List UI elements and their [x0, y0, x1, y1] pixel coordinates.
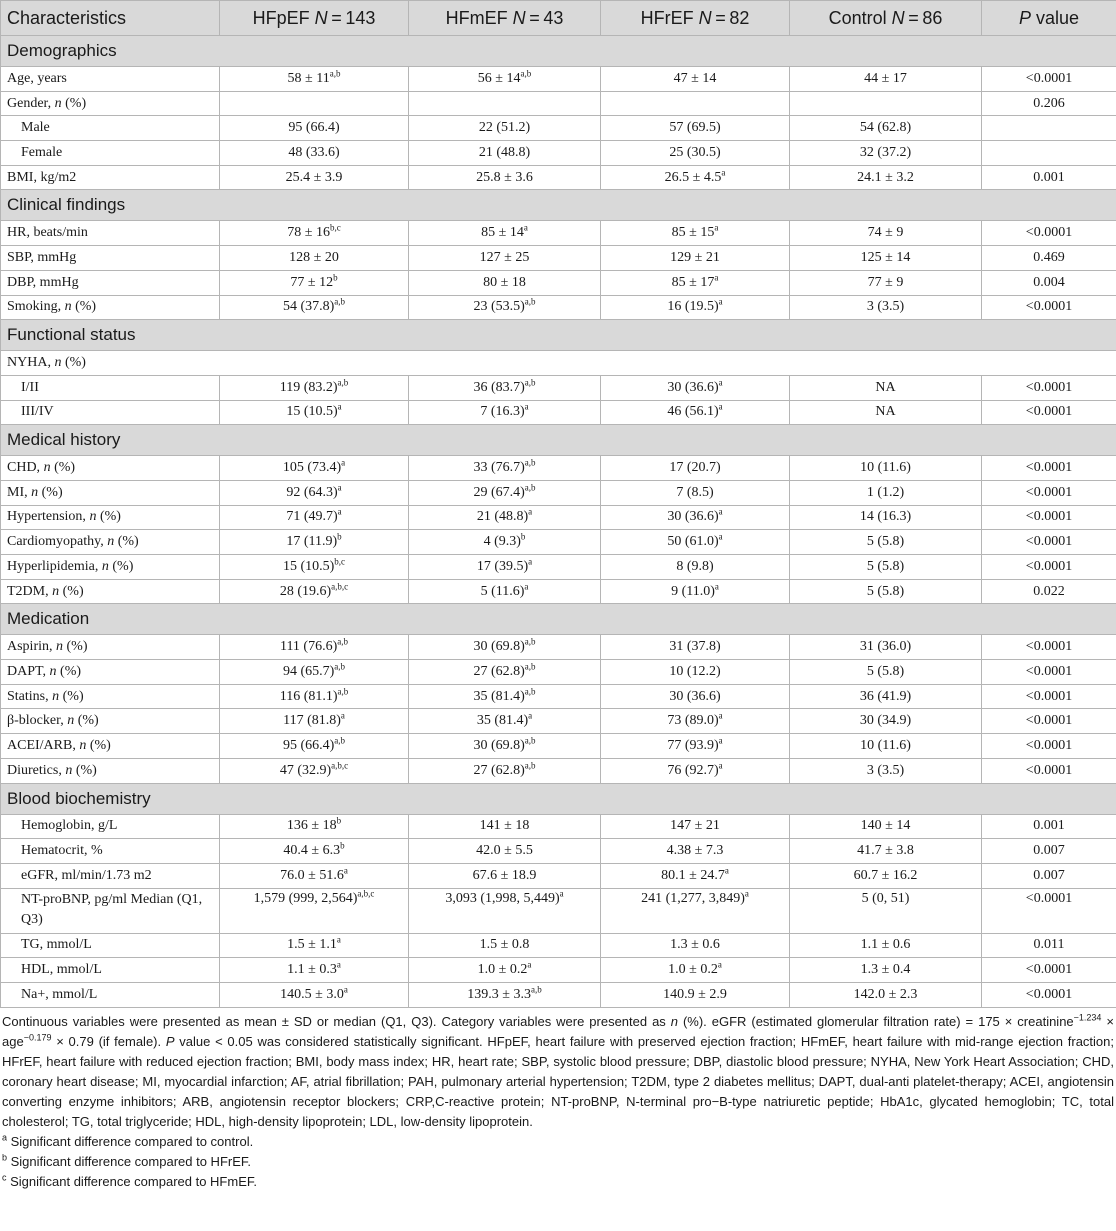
table-row [1, 888, 1116, 933]
table-row [1, 456, 1116, 481]
table-row [1, 660, 1116, 685]
row-label: ACEI/ARB, n (%) [1, 734, 220, 759]
cell-control: NA [790, 400, 982, 425]
cell-hfpef: 15 $(10.5)^{b,c}$ [220, 555, 409, 580]
table-row [1, 351, 1116, 376]
cell-hfmef: 25.8 ± 3.6 [409, 165, 601, 190]
row-label: β-blocker, n (%) [1, 709, 220, 734]
row-label: TG, mmol/L [1, 933, 220, 958]
table-row [1, 375, 1116, 400]
cell-hfpef: 140.5 ± 3.0$^a$ [220, 982, 409, 1007]
cell-control: 5 (5.8) [790, 530, 982, 555]
cell-hfmef: 7 $(16.3)^a$ [409, 400, 601, 425]
footnote-b: $^b$ Significant difference compared to HFrEF. [2, 1152, 252, 1169]
cell-p-value: 0.011 [982, 933, 1116, 958]
cell-p-value: 0.007 [982, 863, 1116, 888]
section-title: Functional status [1, 320, 1116, 351]
cell-hfmef: 30 $(69.8)^{a,b}$ [409, 635, 601, 660]
table-row [1, 480, 1116, 505]
cell-control: 5 (5.8) [790, 660, 982, 685]
cell-p-value: <0.0001 [982, 888, 1116, 933]
cell-p-value: <0.0001 [982, 958, 1116, 983]
cell-control: 36 (41.9) [790, 684, 982, 709]
cell-hfref: 57 (69.5) [601, 116, 790, 141]
table-row [1, 933, 1116, 958]
table-row [1, 982, 1116, 1007]
col-header-hfmef: HFmEF N = 43 [409, 1, 601, 36]
cell-control: 41.7 ± 3.8 [790, 839, 982, 864]
cell-control: 5 (0, 51) [790, 888, 982, 933]
row-label: T2DM, n (%) [1, 579, 220, 604]
cell-hfmef: 5 $(11.6)^a$ [409, 579, 601, 604]
cell-hfmef: $56 \pm 14^{a,b}$ [409, 67, 601, 92]
cell-control: 142.0 ± 2.3 [790, 982, 982, 1007]
cell-hfref: 147 ± 21 [601, 814, 790, 839]
row-label: III/IV [1, 400, 220, 425]
section-title: Demographics [1, 36, 1116, 67]
cell-hfpef: 95 (66.4) [220, 116, 409, 141]
cell-hfpef: 117 $(81.8)^a$ [220, 709, 409, 734]
section-title: Medication [1, 604, 1116, 635]
cell-hfmef: 30 $(69.8)^{a,b}$ [409, 734, 601, 759]
section-header-functional-status [1, 320, 1116, 351]
section-title: Blood biochemistry [1, 783, 1116, 814]
cell-control: NA [790, 375, 982, 400]
cell-p-value: <0.0001 [982, 67, 1116, 92]
table-row [1, 141, 1116, 166]
col-header-control: Control N = 86 [790, 1, 982, 36]
cell-hfpef: 76.0 ± 51.6$^a$ [220, 863, 409, 888]
cell-hfmef: 42.0 ± 5.5 [409, 839, 601, 864]
row-label: Age, years [1, 67, 220, 92]
cell-hfref: 140.9 ± 2.9 [601, 982, 790, 1007]
cell-hfref: 46 $(56.1)^a$ [601, 400, 790, 425]
col-header-characteristics: Characteristics [1, 1, 220, 36]
cell-hfmef: 127 ± 25 [409, 246, 601, 271]
table-row [1, 814, 1116, 839]
cell-hfref: 4.38 ± 7.3 [601, 839, 790, 864]
row-label: BMI, kg/m2 [1, 165, 220, 190]
section-title: Medical history [1, 425, 1116, 456]
cell-hfpef: 54 $(37.8)^{a,b}$ [220, 295, 409, 320]
row-label: Diuretics, n (%) [1, 758, 220, 783]
cell-hfpef: 47 $(32.9)^{a,b,c}$ [220, 758, 409, 783]
cell-control: 24.1 ± 3.2 [790, 165, 982, 190]
table-row [1, 709, 1116, 734]
table-row [1, 91, 1116, 116]
row-label: eGFR, ml/min/1.73 m2 [1, 863, 220, 888]
cell-p-value: <0.0001 [982, 635, 1116, 660]
cell-hfmef: $139.3 \pm 3.3^{a,b}$ [409, 982, 601, 1007]
cell-control: 3 (3.5) [790, 295, 982, 320]
cell-hfref [601, 91, 790, 116]
row-label: Smoking, n (%) [1, 295, 220, 320]
cell-hfref: 50 $(61.0)^a$ [601, 530, 790, 555]
row-label: Aspirin, n (%) [1, 635, 220, 660]
footnote-c: $^c$ Significant difference compared to HFmEF. [2, 1172, 257, 1189]
cell-hfref: 17 (20.7) [601, 456, 790, 481]
cell-p-value: 0.206 [982, 91, 1116, 116]
cell-hfpef: 111 $(76.6)^{a,b}$ [220, 635, 409, 660]
cell-p-value: <0.0001 [982, 221, 1116, 246]
row-label: SBP, mmHg [1, 246, 220, 271]
cell-hfmef: 33 $(76.7)^{a,b}$ [409, 456, 601, 481]
cell-p-value: 0.007 [982, 839, 1116, 864]
table-row [1, 295, 1116, 320]
section-header-blood-biochemistry [1, 783, 1116, 814]
col-header-hfpef: HFpEF N = 143 [220, 1, 409, 36]
cell-hfpef: 28 $(19.6)^{a,b,c}$ [220, 579, 409, 604]
cell-hfpef: 105 $(73.4)^a$ [220, 456, 409, 481]
header-row [1, 1, 1116, 36]
row-label: MI, n (%) [1, 480, 220, 505]
cell-hfmef [409, 91, 601, 116]
table-row [1, 270, 1116, 295]
cell-control: 1.3 ± 0.4 [790, 958, 982, 983]
cell-p-value: <0.0001 [982, 684, 1116, 709]
row-label: Hematocrit, % [1, 839, 220, 864]
cell-hfmef: 3,093 (1,998, 5,449)$^a$ [409, 888, 601, 933]
cell-hfref: 16 $(19.5)^a$ [601, 295, 790, 320]
cell-hfpef: 1.1 ± 0.3$^a$ [220, 958, 409, 983]
row-label: NT-proBNP, pg/ml Median (Q1, Q3) [1, 888, 220, 933]
cell-hfpef: $136 \pm 18^b$ [220, 814, 409, 839]
cell-hfmef: 35 $(81.4)^a$ [409, 709, 601, 734]
table-row [1, 221, 1116, 246]
cell-p-value: <0.0001 [982, 530, 1116, 555]
cell-hfmef: 35 $(81.4)^{a,b}$ [409, 684, 601, 709]
cell-p-value: <0.0001 [982, 709, 1116, 734]
row-label: NYHA, n (%) [1, 351, 1116, 376]
row-label: Na+, mmol/L [1, 982, 220, 1007]
table-row [1, 579, 1116, 604]
cell-hfmef: 1.0 ± 0.2$^a$ [409, 958, 601, 983]
cell-hfref: 1.3 ± 0.6 [601, 933, 790, 958]
table-row [1, 555, 1116, 580]
cell-hfmef: 23 $(53.5)^{a,b}$ [409, 295, 601, 320]
cell-control: 14 (16.3) [790, 505, 982, 530]
cell-p-value [982, 116, 1116, 141]
cell-control: 3 (3.5) [790, 758, 982, 783]
section-header-medication [1, 604, 1116, 635]
table-body [1, 1, 1116, 1008]
table-row [1, 505, 1116, 530]
cell-hfmef: 29 $(67.4)^{a,b}$ [409, 480, 601, 505]
row-label: Male [1, 116, 220, 141]
cell-hfref: 30 (36.6) [601, 684, 790, 709]
cell-hfpef: $58 \pm 11^{a,b}$ [220, 67, 409, 92]
cell-hfref: 25 (30.5) [601, 141, 790, 166]
cell-hfpef: 94 $(65.7)^{a,b}$ [220, 660, 409, 685]
row-label: CHD, n (%) [1, 456, 220, 481]
cell-hfmef: 22 (51.2) [409, 116, 601, 141]
cell-p-value: 0.469 [982, 246, 1116, 271]
cell-hfref: $85 \pm 15^a$ [601, 221, 790, 246]
cell-hfpef: 1.5 ± 1.1$^a$ [220, 933, 409, 958]
row-label: HR, beats/min [1, 221, 220, 246]
cell-p-value: <0.0001 [982, 555, 1116, 580]
cell-hfpef: 15 $(10.5)^a$ [220, 400, 409, 425]
notes-main: Continuous variables were presented as mean ± SD or median (Q1, Q3). Category variables were presented as n (%). eGFR (estimated glomerular filtration rate) = 175 × creatinine$^{-1.234}$ × age$^{-0.179}$ × 0.79 (if female). P value < 0.05 was considered statistically significant. HFpEF, heart failure with preserved ejection fraction; HFmEF, heart failure with mid-range ejection fraction; HFrEF, heart failure with reduced ejection fraction; BMI, body mass index; HR, heart rate; SBP, systolic blood pressure; DBP, diastolic blood pressure; NYHA, New York Heart Association; CHD, coronary heart disease; MI, myocardial infarction; AF, atrial fibrillation; PAH, pulmonary arterial hypertension; T2DM, type 2 diabetes mellitus; DAPT, dual-anti platelet-therapy; ACEI, angiotensin converting enzyme inhibitors; ARB, angiotensin receptor blockers; CRP,C-reactive protein; NT-proBNP, N-terminal pro−B-type natriuretic peptide; HbA1c, glycated hemoglobin; TC, total cholesterol; TG, total triglyceride; HDL, high-density lipoprotein; LDL, low-density lipoprotein. [2, 1012, 1114, 1129]
cell-hfref: 30 $(36.6)^a$ [601, 375, 790, 400]
table-row [1, 246, 1116, 271]
section-header-demographics [1, 36, 1116, 67]
cell-hfref: 7 (8.5) [601, 480, 790, 505]
cell-hfmef: 4 $(9.3)^b$ [409, 530, 601, 555]
cell-p-value: <0.0001 [982, 295, 1116, 320]
cell-hfref: 9 $(11.0)^a$ [601, 579, 790, 604]
col-header-p-value: P value [982, 1, 1116, 36]
cell-hfpef: 48 (33.6) [220, 141, 409, 166]
col-header-hfref: HFrEF N = 82 [601, 1, 790, 36]
cell-hfpef: 128 ± 20 [220, 246, 409, 271]
cell-hfmef: 141 ± 18 [409, 814, 601, 839]
row-label: Cardiomyopathy, n (%) [1, 530, 220, 555]
table-row [1, 67, 1116, 92]
table-row [1, 734, 1116, 759]
cell-hfpef: $78 \pm 16^{b,c}$ [220, 221, 409, 246]
cell-hfref: 73 $(89.0)^a$ [601, 709, 790, 734]
row-label: HDL, mmol/L [1, 958, 220, 983]
cell-p-value: 0.001 [982, 814, 1116, 839]
table-notes [0, 1008, 1116, 1192]
cell-hfref: 26.5 ± 4.5$^a$ [601, 165, 790, 190]
cell-hfpef: 1,579 (999, 2,564)$^{a,b,c}$ [220, 888, 409, 933]
table-row [1, 400, 1116, 425]
cell-p-value: <0.0001 [982, 375, 1116, 400]
cell-hfmef: $85 \pm 14^a$ [409, 221, 601, 246]
row-label: Gender, n (%) [1, 91, 220, 116]
cell-hfmef: 21 $(48.8)^a$ [409, 505, 601, 530]
cell-hfref: 8 (9.8) [601, 555, 790, 580]
cell-p-value: 0.004 [982, 270, 1116, 295]
cell-hfpef: 25.4 ± 3.9 [220, 165, 409, 190]
cell-hfmef: 80 ± 18 [409, 270, 601, 295]
table-row [1, 116, 1116, 141]
cell-hfmef: 27 $(62.8)^{a,b}$ [409, 758, 601, 783]
cell-hfmef: 1.5 ± 0.8 [409, 933, 601, 958]
cell-control: 74 ± 9 [790, 221, 982, 246]
cell-control: 44 ± 17 [790, 67, 982, 92]
cell-hfpef: 119 $(83.2)^{a,b}$ [220, 375, 409, 400]
cell-hfref: 129 ± 21 [601, 246, 790, 271]
table-row [1, 635, 1116, 660]
section-title: Clinical findings [1, 190, 1116, 221]
cell-control: 1.1 ± 0.6 [790, 933, 982, 958]
cell-control: 77 ± 9 [790, 270, 982, 295]
cell-hfref: 47 ± 14 [601, 67, 790, 92]
table-row [1, 758, 1116, 783]
cell-p-value: <0.0001 [982, 456, 1116, 481]
cell-control: 5 (5.8) [790, 555, 982, 580]
row-label: Female [1, 141, 220, 166]
section-header-clinical-findings [1, 190, 1116, 221]
cell-hfmef: 27 $(62.8)^{a,b}$ [409, 660, 601, 685]
row-label: Hyperlipidemia, n (%) [1, 555, 220, 580]
cell-hfref: 80.1 ± 24.7$^a$ [601, 863, 790, 888]
cell-hfpef: 17 $(11.9)^b$ [220, 530, 409, 555]
row-label: Hypertension, n (%) [1, 505, 220, 530]
cell-control: 140 ± 14 [790, 814, 982, 839]
cell-hfref: $85 \pm 17^a$ [601, 270, 790, 295]
cell-p-value: 0.001 [982, 165, 1116, 190]
section-header-medical-history [1, 425, 1116, 456]
cell-hfref: 30 $(36.6)^a$ [601, 505, 790, 530]
cell-hfmef: 17 $(39.5)^a$ [409, 555, 601, 580]
cell-hfref: 1.0 ± 0.2$^a$ [601, 958, 790, 983]
row-label: Statins, n (%) [1, 684, 220, 709]
cell-hfpef: 95 $(66.4)^{a,b}$ [220, 734, 409, 759]
cell-control: 125 ± 14 [790, 246, 982, 271]
cell-p-value: <0.0001 [982, 400, 1116, 425]
cell-p-value: <0.0001 [982, 734, 1116, 759]
cell-control: 5 (5.8) [790, 579, 982, 604]
cell-control: 54 (62.8) [790, 116, 982, 141]
row-label: DAPT, n (%) [1, 660, 220, 685]
cell-control: 60.7 ± 16.2 [790, 863, 982, 888]
table-row [1, 839, 1116, 864]
cell-p-value [982, 141, 1116, 166]
cell-hfref: 31 (37.8) [601, 635, 790, 660]
table-row [1, 684, 1116, 709]
cell-control: 32 (37.2) [790, 141, 982, 166]
cell-hfmef: 67.6 ± 18.9 [409, 863, 601, 888]
table-row [1, 863, 1116, 888]
cell-control: 10 (11.6) [790, 456, 982, 481]
cell-hfref: 76 $(92.7)^a$ [601, 758, 790, 783]
cell-hfpef: 71 $(49.7)^a$ [220, 505, 409, 530]
row-label: Hemoglobin, g/L [1, 814, 220, 839]
cell-p-value: <0.0001 [982, 480, 1116, 505]
cell-hfref: 77 $(93.9)^a$ [601, 734, 790, 759]
cell-hfpef: 92 $(64.3)^a$ [220, 480, 409, 505]
table-row [1, 958, 1116, 983]
cell-hfmef: 21 (48.8) [409, 141, 601, 166]
cell-p-value: <0.0001 [982, 758, 1116, 783]
cell-hfmef: 36 $(83.7)^{a,b}$ [409, 375, 601, 400]
cell-hfpef [220, 91, 409, 116]
row-label: I/II [1, 375, 220, 400]
table-row [1, 165, 1116, 190]
cell-control: 10 (11.6) [790, 734, 982, 759]
cell-p-value: 0.022 [982, 579, 1116, 604]
cell-p-value: <0.0001 [982, 982, 1116, 1007]
row-label: DBP, mmHg [1, 270, 220, 295]
cell-hfpef: 116 $(81.1)^{a,b}$ [220, 684, 409, 709]
cell-hfref: 241 (1,277, 3,849)$^a$ [601, 888, 790, 933]
cell-control: 1 (1.2) [790, 480, 982, 505]
cell-control [790, 91, 982, 116]
cell-control: 30 (34.9) [790, 709, 982, 734]
cell-hfpef: $77 \pm 12^b$ [220, 270, 409, 295]
cell-hfpef: 40.4 ± 6.3$^b$ [220, 839, 409, 864]
cell-control: 31 (36.0) [790, 635, 982, 660]
cell-p-value: <0.0001 [982, 660, 1116, 685]
cell-hfref: 10 (12.2) [601, 660, 790, 685]
table-row [1, 530, 1116, 555]
footnote-a: $^a$ Significant difference compared to control. [2, 1132, 254, 1149]
cell-p-value: <0.0001 [982, 505, 1116, 530]
